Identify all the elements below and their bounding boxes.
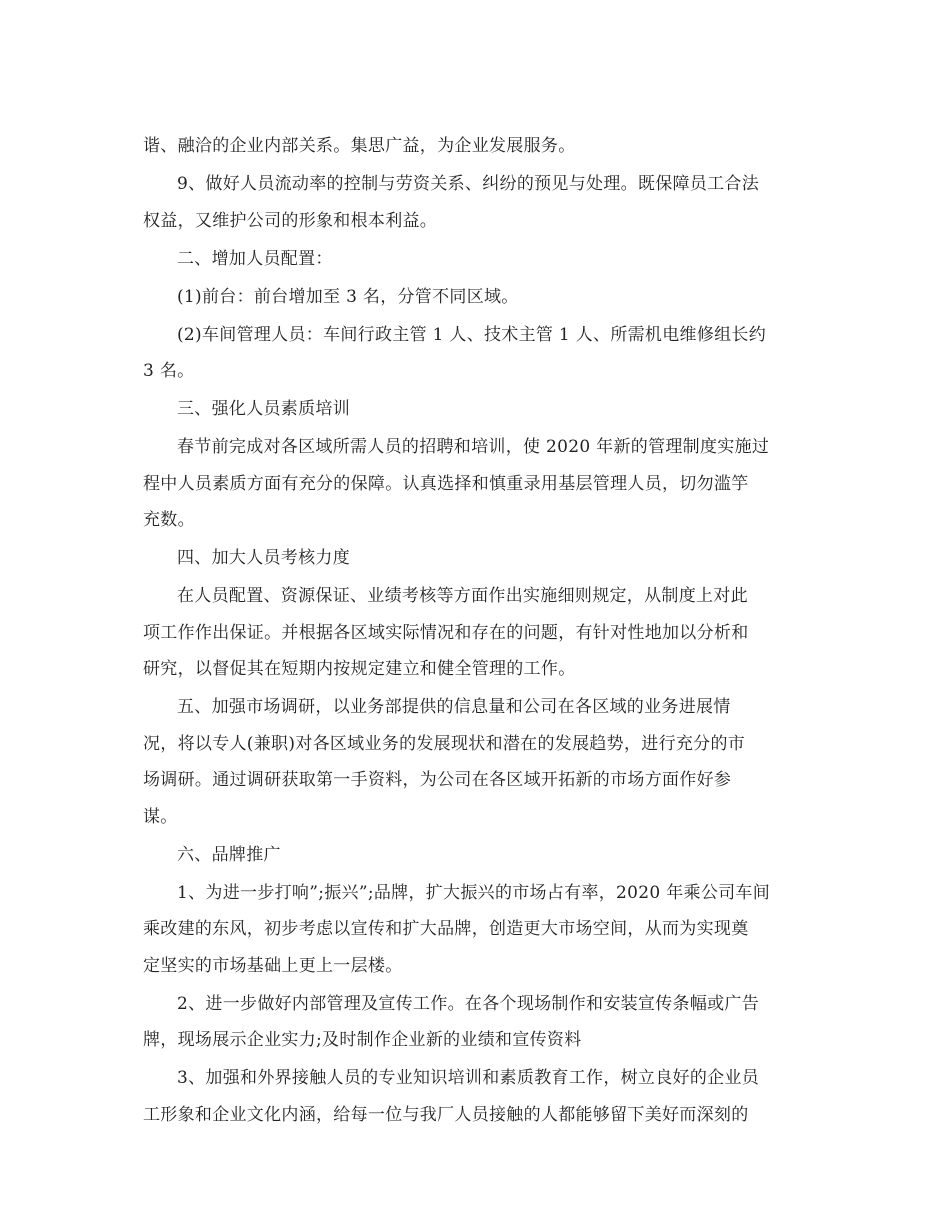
paragraph-line: 在人员配置、资源保证、业绩考核等方面作出实施细则规定，从制度上对此: [177, 586, 748, 606]
paragraph-line: 9、做好人员流动率的控制与劳资关系、纠纷的预见与处理。既保障员工合法: [177, 174, 760, 194]
paragraph-line: 况，将以专人(兼职)对各区域业务的发展现状和潜在的发展趋势，进行充分的市: [143, 733, 746, 754]
paragraph-line: 研究，以督促其在短期内按规定建立和健全管理的工作。: [143, 659, 576, 679]
paragraph: [143, 279, 810, 316]
paragraph: [143, 166, 810, 239]
paragraph: [143, 1060, 810, 1133]
paragraph-line: 谐、融洽的企业内部关系。集思广益，为企业发展服务。: [143, 136, 576, 156]
paragraph-line: 五、加强市场调研，以业务部提供的信息量和公司在各区域的业务进展情: [177, 697, 731, 717]
paragraph-line: 工形象和企业文化内涵，给每一位与我厂人员接触的人都能够留下美好而深刻的: [143, 1104, 749, 1125]
paragraph-line: 程中人员素质方面有充分的保障。认真选择和慎重录用基层管理人员，切勿滥竽: [143, 473, 749, 494]
paragraph-line: 二、增加人员配置：: [177, 248, 333, 269]
paragraph: [143, 540, 810, 577]
paragraph-line: 3、加强和外界接触人员的专业知识培训和素质教育工作，树立良好的企业员: [177, 1068, 760, 1088]
paragraph-line: 牌，现场展示企业实力;及时制作企业新的业绩和宣传资料: [143, 1030, 582, 1050]
paragraph: [143, 837, 810, 874]
paragraph-line: 四、加大人员考核力度: [177, 548, 350, 568]
paragraph-line: 定坚实的市场基础上更上一层楼。: [143, 955, 403, 976]
paragraph-line: 乘改建的东风，初步考虑以宣传和扩大品牌，创造更大市场空间，从而为实现奠: [143, 919, 749, 939]
paragraph: [143, 875, 810, 985]
paragraph-line: 2、进一步做好内部管理及宣传工作。在各个现场制作和安装宣传条幅或广告: [177, 993, 760, 1014]
paragraph-line: 春节前完成对各区域所需人员的招聘和培训，使 2020 年新的管理制度实施过: [177, 437, 770, 457]
document-body: [143, 128, 810, 1133]
paragraph-line: 场调研。通过调研获取第一手资料，为公司在各区域开拓新的市场方面作好参: [143, 770, 732, 790]
paragraph-line: (1)前台：前台增加至 3 名，分管不同区域。: [177, 286, 519, 307]
paragraph-line: 六、品牌推广: [177, 844, 281, 865]
paragraph: [143, 128, 810, 165]
paragraph: [143, 391, 810, 428]
paragraph-line: 充数。: [143, 510, 195, 530]
paragraph: [143, 578, 810, 688]
paragraph-line: 谋。: [143, 806, 178, 827]
paragraph-line: (2)车间管理人员：车间行政主管 1 人、技术主管 1 人、所需机电维修组长约: [177, 324, 767, 345]
paragraph: [143, 241, 810, 278]
paragraph: [143, 317, 810, 390]
paragraph: [143, 986, 810, 1059]
paragraph-line: 1、为进一步打响”;振兴”;品牌，扩大振兴的市场占有率，2020 年乘公司车间: [177, 882, 771, 903]
paragraph-line: 项工作作出保证。并根据各区域实际情况和存在的问题，有针对性地加以分析和: [143, 622, 749, 643]
paragraph: [143, 429, 810, 539]
paragraph-line: 3 名。: [143, 361, 195, 381]
paragraph: [143, 689, 810, 835]
paragraph-line: 三、强化人员素质培训: [177, 399, 350, 419]
paragraph-line: 权益，又维护公司的形象和根本利益。: [143, 210, 438, 231]
